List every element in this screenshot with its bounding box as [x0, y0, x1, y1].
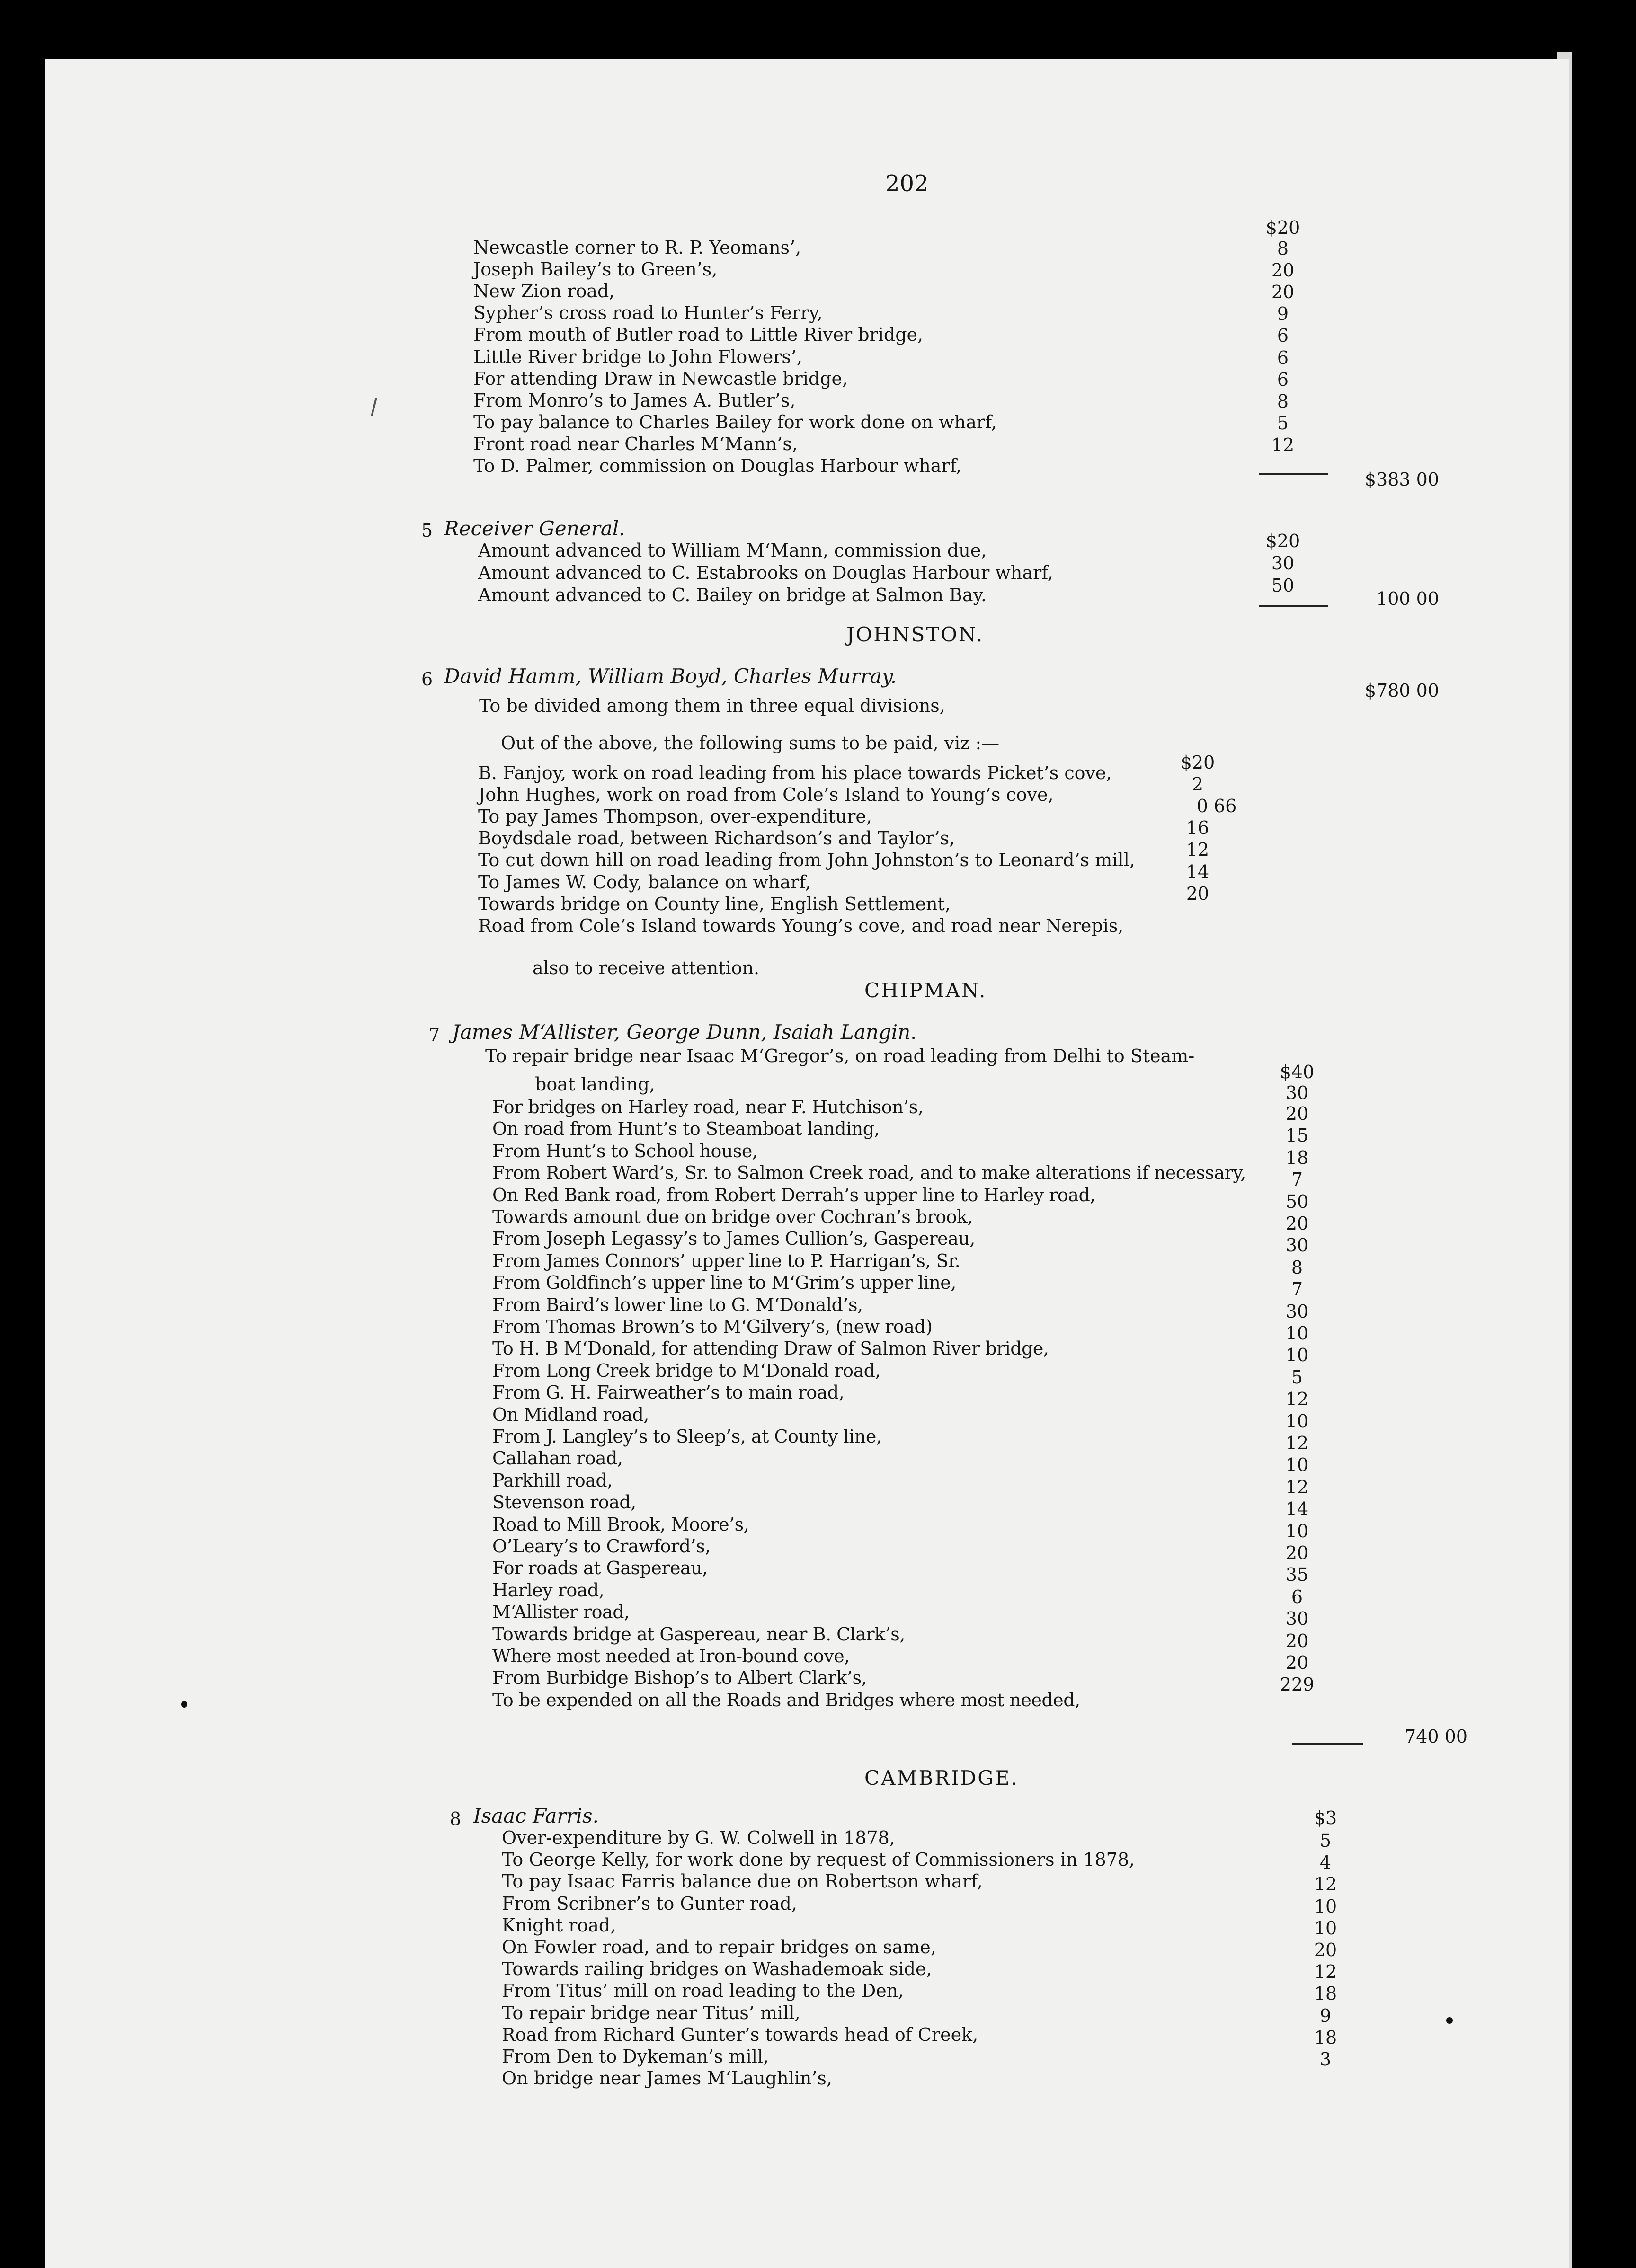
- amount: $3: [1314, 1807, 1337, 1828]
- amount: 20: [1285, 1103, 1309, 1124]
- amount: 30: [1285, 1235, 1309, 1256]
- budget-line: From Monro’s to James A. Butler’s,: [473, 390, 796, 411]
- amount: 20: [1271, 260, 1295, 281]
- amount: 12: [1314, 1961, 1337, 1982]
- budget-line: Knight road,: [502, 1915, 616, 1936]
- amount: 30: [1285, 1608, 1309, 1629]
- budget-line: Over-expenditure by G. W. Colwell in 1878,: [502, 1827, 895, 1848]
- amount: 6: [1291, 1586, 1303, 1607]
- parish-heading: JOHNSTON.: [846, 623, 984, 646]
- amount: 5: [1319, 1830, 1332, 1851]
- item-number: 8: [450, 1808, 462, 1829]
- budget-line: On bridge near James M‘Laughlin’s,: [502, 2068, 833, 2089]
- budget-line: From Baird’s lower line to G. M‘Donald’s,: [492, 1294, 863, 1315]
- budget-line: From Thomas Brown’s to M‘Gilvery’s, (new road): [492, 1316, 933, 1337]
- amount: 9: [1319, 2005, 1332, 2026]
- budget-line: From Titus’ mill on road leading to the Den,: [502, 1980, 904, 2001]
- amount: 50: [1271, 575, 1295, 596]
- section-total: $383 00: [1364, 469, 1439, 490]
- budget-line: To repair bridge near Titus’ mill,: [502, 2002, 800, 2023]
- budget-line: On Red Bank road, from Robert Derrah’s upper line to Harley road,: [492, 1185, 1095, 1205]
- amount: 15: [1285, 1125, 1309, 1146]
- amount: 50: [1285, 1191, 1309, 1212]
- amount: $20: [1265, 531, 1300, 551]
- budget-line: To D. Palmer, commission on Douglas Harbour wharf,: [473, 455, 962, 476]
- budget-line: From Joseph Legassy’s to James Cullion’s, Gaspereau,: [492, 1228, 975, 1249]
- budget-line: Boydsdale road, between Richardson’s and Taylor’s,: [478, 828, 955, 849]
- budget-line: From mouth of Butler road to Little River bridge,: [473, 324, 924, 345]
- amount: 10: [1285, 1345, 1309, 1365]
- amount: 6: [1277, 325, 1289, 346]
- amount: 14: [1285, 1498, 1309, 1519]
- budget-line: To pay Isaac Farris balance due on Robertson wharf,: [502, 1871, 983, 1892]
- budget-line: To pay balance to Charles Bailey for work done on wharf,: [473, 412, 997, 433]
- amount: 18: [1285, 1147, 1309, 1168]
- item-number: 7: [428, 1025, 440, 1045]
- amount: 9: [1277, 303, 1289, 324]
- amount: 229: [1280, 1674, 1315, 1695]
- budget-line: Towards bridge at Gaspereau, near B. Clark’s,: [492, 1624, 905, 1645]
- budget-line: Stevenson road,: [492, 1492, 636, 1513]
- budget-line: Callahan road,: [492, 1448, 623, 1469]
- page-number: 202: [885, 170, 929, 197]
- budget-line: M‘Allister road,: [492, 1602, 630, 1622]
- amount: $40: [1280, 1062, 1315, 1082]
- amount: 12: [1271, 434, 1295, 455]
- amount: 14: [1186, 861, 1209, 882]
- budget-line: To repair bridge near Isaac M‘Gregor’s, on road leading from Delhi to Steam-: [485, 1045, 1195, 1066]
- budget-line: From Robert Ward’s, Sr. to Salmon Creek road, and to make alterations if necessary,: [492, 1162, 1246, 1183]
- intro-text: Out of the above, the following sums to be paid, viz :—: [501, 733, 1000, 753]
- amount: 30: [1285, 1301, 1309, 1322]
- amount: 12: [1285, 1477, 1309, 1497]
- budget-line: From Goldfinch’s upper line to M‘Grim’s upper line,: [492, 1272, 956, 1293]
- budget-line: Road from Cole’s Island towards Young’s cove, and road near Nerepis,: [478, 915, 1124, 936]
- section-total: 100 00: [1376, 588, 1439, 609]
- amount: 6: [1277, 347, 1289, 368]
- amount: 4: [1319, 1852, 1332, 1873]
- amount: 18: [1314, 1983, 1337, 2004]
- budget-line: Where most needed at Iron-bound cove,: [492, 1646, 850, 1666]
- amount: $20: [1265, 217, 1300, 238]
- amount: 20: [1285, 1652, 1309, 1673]
- intro-text: To be divided among them in three equal divisions,: [479, 695, 945, 716]
- budget-line: For roads at Gaspereau,: [492, 1558, 708, 1578]
- budget-line: To pay James Thompson, over-expenditure,: [478, 806, 872, 827]
- amount: 7: [1291, 1169, 1303, 1190]
- section-total: 740 00: [1405, 1726, 1467, 1747]
- amount: 0 66: [1196, 796, 1237, 816]
- budget-line: Newcastle corner to R. P. Yeomans’,: [473, 237, 801, 258]
- amount: 6: [1277, 369, 1289, 390]
- amount: 35: [1285, 1564, 1309, 1585]
- ink-speck: [181, 1701, 187, 1708]
- budget-line: Amount advanced to C. Estabrooks on Douglas Harbour wharf,: [478, 562, 1053, 583]
- budget-line: Towards railing bridges on Washademoak side,: [502, 1958, 932, 1979]
- budget-line: Amount advanced to William M‘Mann, commission due,: [478, 540, 987, 561]
- budget-line: To George Kelly, for work done by request of Commissioners in 1878,: [502, 1849, 1135, 1870]
- commissioner-title: David Hamm, William Boyd, Charles Murray.: [444, 664, 897, 688]
- budget-line: Harley road,: [492, 1580, 605, 1601]
- budget-line: On Fowler road, and to repair bridges on same,: [502, 1937, 936, 1958]
- amount: 18: [1314, 2027, 1337, 2048]
- budget-line: For attending Draw in Newcastle bridge,: [473, 368, 848, 389]
- commissioner-title: Isaac Farris.: [473, 1804, 599, 1827]
- amount: 5: [1291, 1367, 1303, 1388]
- budget-line: To H. B M‘Donald, for attending Draw of Salmon River bridge,: [492, 1338, 1049, 1359]
- amount: 8: [1277, 391, 1289, 412]
- amount: 10: [1285, 1521, 1309, 1542]
- amount: 10: [1314, 1896, 1337, 1917]
- ink-speck: [1446, 2017, 1453, 2024]
- commissioner-title: James M‘Allister, George Dunn, Isaiah Langin.: [452, 1020, 917, 1044]
- budget-line: From Hunt’s to School house,: [492, 1141, 758, 1161]
- budget-line: From Long Creek bridge to M‘Donald road,: [492, 1360, 881, 1381]
- amount: 30: [1271, 553, 1295, 574]
- item-number: 5: [421, 520, 433, 541]
- budget-line: From James Connors’ upper line to P. Harrigan’s, Sr.: [492, 1250, 960, 1271]
- parish-heading: CAMBRIDGE.: [864, 1766, 1019, 1790]
- subtotal-rule: [1292, 1743, 1363, 1745]
- budget-line: Road to Mill Brook, Moore’s,: [492, 1514, 749, 1535]
- amount: 2: [1191, 774, 1204, 795]
- amount: 10: [1285, 1454, 1309, 1475]
- amount: 3: [1319, 2049, 1332, 2070]
- subtotal-rule: [1259, 473, 1328, 475]
- amount: 12: [1186, 839, 1209, 860]
- amount: 16: [1186, 817, 1209, 838]
- budget-line: From J. Langley’s to Sleep’s, at County line,: [492, 1426, 882, 1447]
- amount: 10: [1285, 1411, 1309, 1432]
- budget-line: From Den to Dykeman’s mill,: [502, 2046, 769, 2067]
- amount: 30: [1285, 1082, 1309, 1103]
- budget-line: Joseph Bailey’s to Green’s,: [473, 259, 718, 280]
- amount: 12: [1285, 1433, 1309, 1453]
- budget-line: Sypher’s cross road to Hunter’s Ferry,: [473, 302, 823, 323]
- amount: $20: [1180, 752, 1215, 773]
- budget-line: From Scribner’s to Gunter road,: [502, 1893, 797, 1914]
- amount: 20: [1271, 282, 1295, 302]
- budget-line: To cut down hill on road leading from John Johnston’s to Leonard’s mill,: [478, 850, 1135, 870]
- subtotal-rule: [1259, 605, 1328, 607]
- amount: 20: [1285, 1630, 1309, 1651]
- budget-line: From G. H. Fairweather’s to main road,: [492, 1382, 845, 1403]
- budget-line: For bridges on Harley road, near F. Hutchison’s,: [492, 1097, 924, 1117]
- budget-line: O’Leary’s to Crawford’s,: [492, 1536, 711, 1557]
- budget-line: Towards amount due on bridge over Cochran’s brook,: [492, 1206, 973, 1227]
- budget-line: On Midland road,: [492, 1404, 649, 1425]
- budget-line: Front road near Charles M‘Mann’s,: [473, 434, 798, 454]
- amount: 7: [1291, 1279, 1303, 1300]
- amount: 10: [1285, 1323, 1309, 1344]
- amount: 20: [1285, 1213, 1309, 1234]
- amount: 12: [1314, 1874, 1337, 1895]
- amount: 10: [1314, 1918, 1337, 1939]
- section-total: $780 00: [1364, 680, 1439, 701]
- amount: 12: [1285, 1389, 1309, 1409]
- amount: 5: [1277, 413, 1289, 434]
- budget-line: Parkhill road,: [492, 1470, 613, 1491]
- amount: 8: [1277, 238, 1289, 259]
- amount: 20: [1186, 883, 1209, 904]
- budget-line: To be expended on all the Roads and Bridges where most needed,: [492, 1690, 1080, 1710]
- budget-line: New Zion road,: [473, 281, 615, 301]
- budget-line: Little River bridge to John Flowers’,: [473, 346, 803, 367]
- budget-line-cont: boat landing,: [535, 1074, 655, 1095]
- parish-heading: CHIPMAN.: [864, 979, 987, 1002]
- commissioner-title: Receiver General.: [444, 517, 625, 540]
- budget-line: On road from Hunt’s to Steamboat landing,: [492, 1118, 880, 1139]
- budget-line: Road from Richard Gunter’s towards head of Creek,: [502, 2024, 978, 2045]
- continuation-text: also to receive attention.: [533, 957, 760, 978]
- budget-line: John Hughes, work on road from Cole’s Island to Young’s cove,: [478, 784, 1054, 805]
- budget-line: Towards bridge on County line, English Settlement,: [478, 894, 951, 914]
- budget-line: Amount advanced to C. Bailey on bridge at Salmon Bay.: [478, 585, 987, 605]
- amount: 8: [1291, 1257, 1303, 1278]
- item-number: 6: [421, 669, 433, 690]
- budget-line: From Burbidge Bishop’s to Albert Clark’s,: [492, 1667, 867, 1688]
- amount: 20: [1314, 1940, 1337, 1960]
- budget-line: To James W. Cody, balance on wharf,: [478, 872, 811, 893]
- budget-line: B. Fanjoy, work on road leading from his place towards Picket’s cove,: [478, 762, 1112, 783]
- amount: 20: [1285, 1542, 1309, 1563]
